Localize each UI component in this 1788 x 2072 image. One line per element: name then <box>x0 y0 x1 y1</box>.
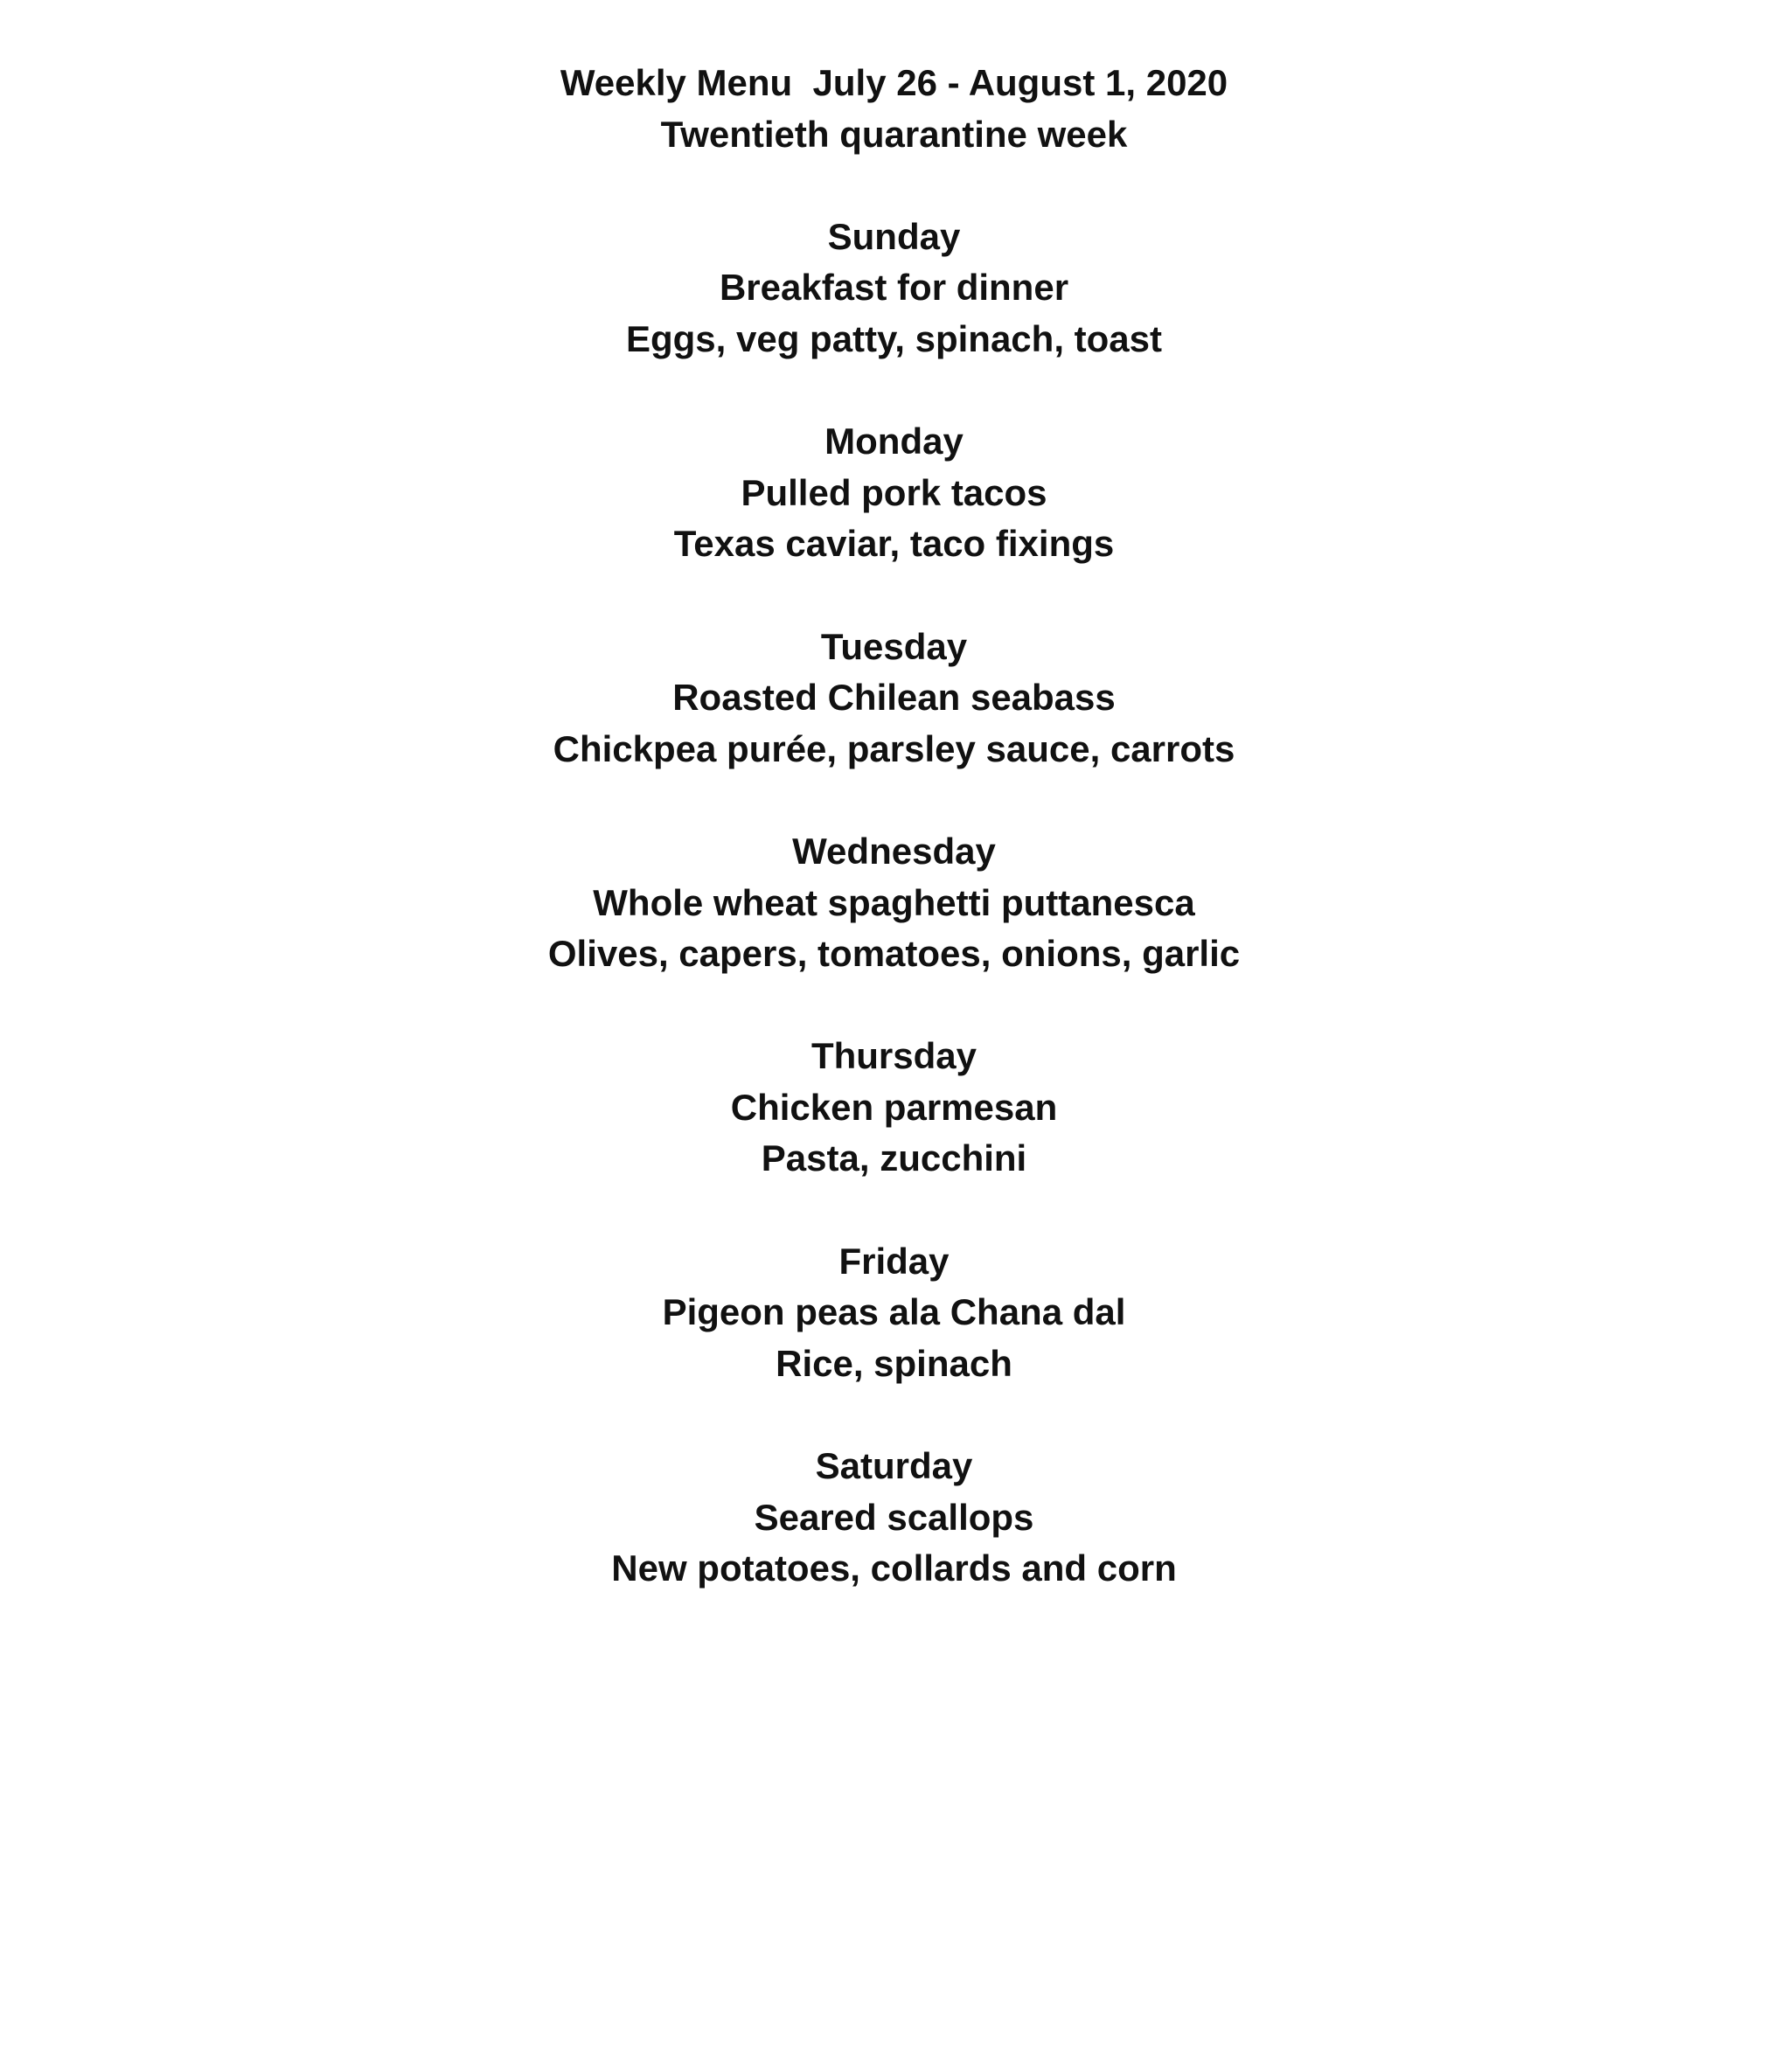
main-dish: Seared scallops <box>754 1496 1034 1538</box>
main-dish: Pigeon peas ala Chana dal <box>662 1291 1126 1333</box>
day-name: Tuesday <box>820 625 968 667</box>
side-dishes: New potatoes, collards and corn <box>611 1547 1177 1589</box>
day-name: Saturday <box>815 1445 973 1487</box>
day-block-saturday <box>0 1441 1788 1595</box>
day-block-friday <box>0 1236 1788 1390</box>
menu-subtitle: Twentieth quarantine week <box>660 113 1128 155</box>
menu-title: Weekly Menu July 26 - August 1, 2020 <box>560 62 1228 103</box>
side-dishes: Rice, spinach <box>776 1342 1012 1384</box>
day-block-sunday <box>0 212 1788 365</box>
side-dishes: Chickpea purée, parsley sauce, carrots <box>553 727 1235 769</box>
menu-header <box>0 58 1788 160</box>
main-dish: Breakfast for dinner <box>719 267 1069 309</box>
side-dishes: Texas caviar, taco fixings <box>673 523 1115 565</box>
day-name: Thursday <box>811 1035 977 1077</box>
main-dish: Whole wheat spaghetti puttanesca <box>593 881 1195 923</box>
day-block-wednesday <box>0 826 1788 980</box>
day-block-tuesday <box>0 622 1788 775</box>
day-block-monday <box>0 416 1788 570</box>
day-name: Sunday <box>827 215 961 257</box>
main-dish: Pulled pork tacos <box>741 471 1047 513</box>
day-name: Friday <box>838 1240 950 1282</box>
main-dish: Roasted Chilean seabass <box>672 677 1116 719</box>
day-block-thursday <box>0 1031 1788 1185</box>
side-dishes: Pasta, zucchini <box>761 1137 1027 1179</box>
day-name: Monday <box>824 421 964 462</box>
side-dishes: Olives, capers, tomatoes, onions, garlic <box>547 933 1241 975</box>
side-dishes: Eggs, veg patty, spinach, toast <box>625 317 1163 359</box>
day-name: Wednesday <box>792 830 996 872</box>
main-dish: Chicken parmesan <box>730 1086 1058 1128</box>
